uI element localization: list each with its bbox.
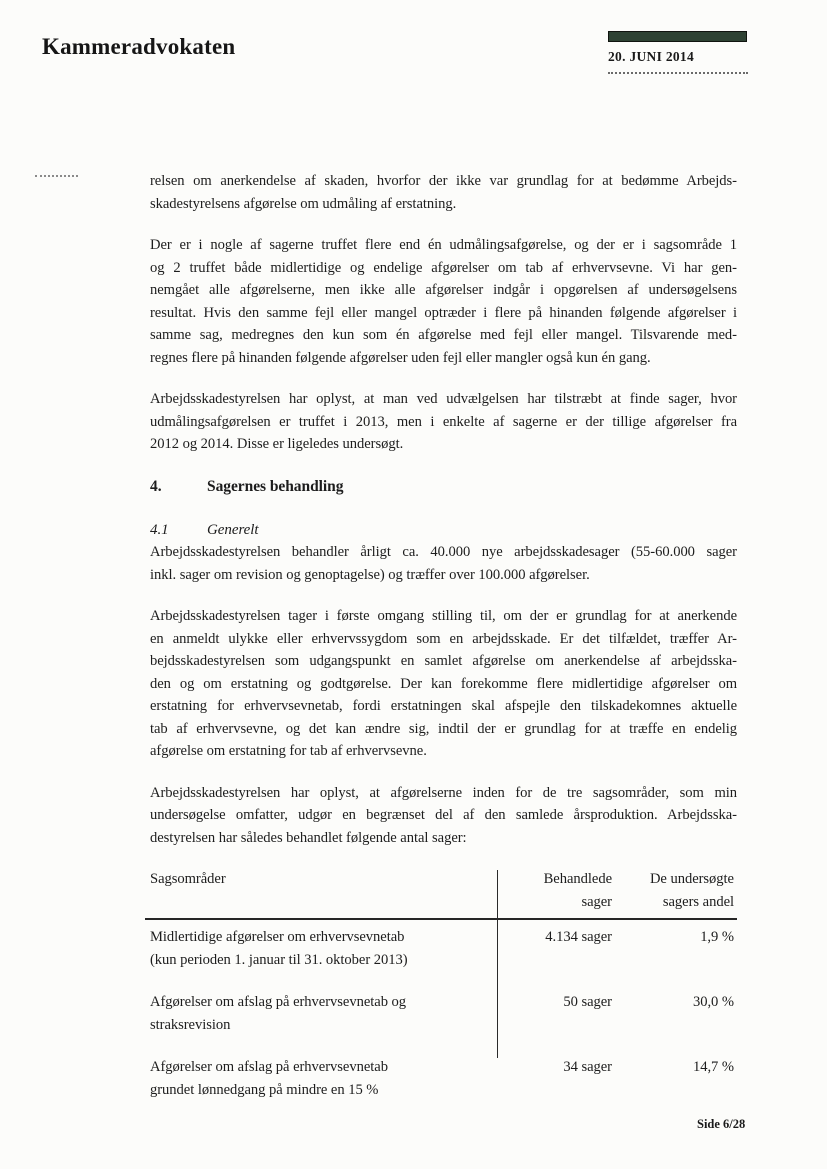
paragraph: Arbejdsskadestyrelsen tager i første omgang stilling til, om der er grundlag for at anerkende en anmeldt ulykke eller erhvervssygdom som en arbejdsskade. Er det tilfældet, træffer Ar- bejdsskadestyrelsen som udgangspunkt en samlet afgørelse om anerkendelse af arbejdsska- den og om erstatning og godtgørelse. Der kan forekomme flere midlertidige afgørelser om erstatning for erhvervsevnetab, fordi erstatningen skal afspejle den tilskadekomnes aktuelle tab af erhvervsevne, og det kan ændre sig, indtil der er grundlag for at træffe en endelig afgørelse om erstatning for tab af erhvervsevne. bbox=[150, 608, 737, 759]
row-share: 30,0 % bbox=[692, 994, 734, 1010]
subsection-number: 4.1 bbox=[150, 521, 169, 538]
page-number: Side 6/28 bbox=[697, 1117, 746, 1131]
section-heading bbox=[150, 475, 737, 498]
paragraph: relsen om anerkendelse af skaden, hvorfor der ikke var grundlag for at bedømme Arbejds- skadestyrelsens afgørelse om udmåling af erstatning. bbox=[150, 173, 737, 212]
paragraph: Arbejdsskadestyrelsen har oplyst, at afgørelserne inden for de tre sagsområder, som min undersøgelse omfatter, udgør en begrænset del af den samlede årsproduktion. Arbejdsska- destyrelsen har således behandlet følgende antal sager: bbox=[150, 784, 737, 846]
cases-table bbox=[150, 868, 737, 1101]
paragraph: Arbejdsskadestyrelsen behandler årligt ca. 40.000 nye arbejdsskadesager (55-60.000 sager inkl. sager om revision og genoptagelse) og træffer over 100.000 afgørelser. bbox=[150, 544, 737, 583]
margin-fold-mark bbox=[35, 175, 78, 177]
row-cases: 34 sager bbox=[563, 1059, 612, 1075]
section-number: 4. bbox=[150, 477, 162, 495]
column-header-sagsomrader: Sagsområder bbox=[150, 871, 226, 887]
table-vertical-rule bbox=[497, 870, 498, 1058]
row-share: 1,9 % bbox=[700, 929, 734, 945]
table-row bbox=[150, 1056, 737, 1101]
document-date: 20. JUNI 2014 bbox=[608, 49, 695, 64]
row-share: 14,7 % bbox=[692, 1059, 734, 1075]
row-cases: 50 sager bbox=[563, 994, 612, 1010]
table-header-rule bbox=[145, 918, 737, 920]
row-cases: 4.134 sager bbox=[545, 929, 612, 945]
row-label: Afgørelser om afslag på erhvervsevnetab grundet lønnedgang på mindre en 15 % bbox=[150, 1059, 388, 1098]
column-header-undersogte-andel: De undersøgte sagers andel bbox=[649, 871, 734, 910]
table-row bbox=[150, 991, 737, 1036]
document-body bbox=[150, 170, 737, 1121]
subsection-title: Generelt bbox=[207, 521, 259, 538]
section-title: Sagernes behandling bbox=[207, 477, 344, 495]
paragraph: Arbejdsskadestyrelsen har oplyst, at man ved udvælgelsen har tilstræbt at finde sager, hvor udmålingsafgørelsen er truffet i 2013, men i enkelte af sagerne er der tillige afgørelser fra 2012 og 2014. Disse er ligeledes undersøgt. bbox=[150, 391, 737, 452]
header-accent-bar bbox=[608, 31, 747, 42]
date-dotted-rule bbox=[608, 72, 748, 74]
column-header-behandlede-sager: Behandlede sager bbox=[543, 871, 612, 910]
row-label: Midlertidige afgørelser om erhvervsevnetab (kun perioden 1. januar til 31. oktober 2013) bbox=[150, 929, 408, 968]
brand-logo-text: Kammeradvokaten bbox=[42, 34, 236, 59]
table-header-row bbox=[150, 868, 737, 916]
table-row bbox=[150, 926, 737, 971]
subsection-heading bbox=[150, 519, 737, 542]
paragraph: Der er i nogle af sagerne truffet flere end én udmålingsafgørelse, og der er i sagsområde 1 og 2 truffet både midlertidige og endelige afgørelser om tab af erhvervsevne. Vi har gen- nemgået alle afgørelserne, men ikke alle afgørelser indgår i opgørelsen af undersøgelsens resultat. Hvis den samme fejl eller mangel optræder i flere på hinanden følgende afgørelser i samme sag, medregnes den kun som én afgørelse med fejl eller mangel. Tilsvarende med- regnes flere på hinanden følgende afgørelser uden fejl eller mangler også kun én gang. bbox=[150, 237, 737, 366]
row-label: Afgørelser om afslag på erhvervsevnetab og straksrevision bbox=[150, 994, 407, 1033]
